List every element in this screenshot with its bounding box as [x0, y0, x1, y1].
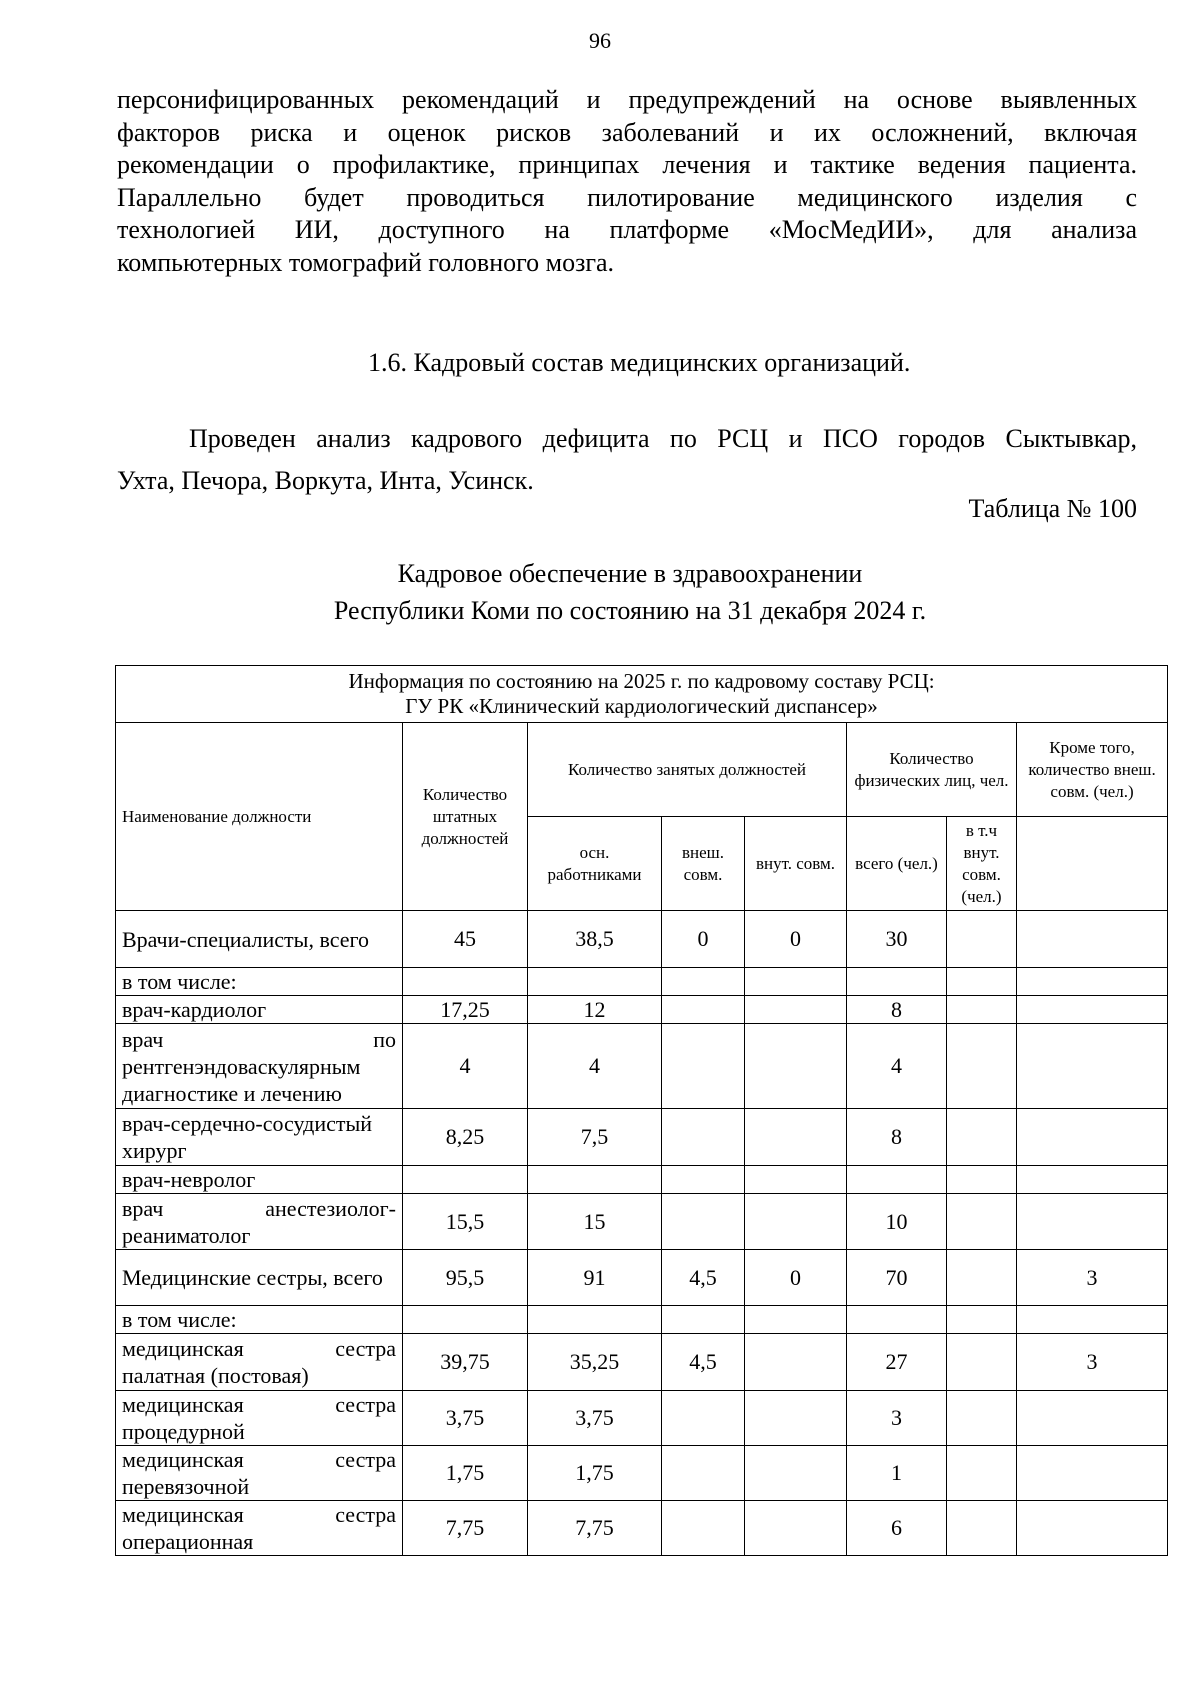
value-cell-total: 8: [847, 1109, 947, 1166]
page-number: 96: [589, 28, 611, 53]
value-cell-ext: [662, 1306, 745, 1334]
table-row: [116, 1446, 1168, 1501]
header-additional: Кроме того, количество внеш. совм. (чел.): [1017, 723, 1168, 817]
value-cell-staff: 3,75: [403, 1391, 528, 1446]
position-name-cell: врач анестезиолог-реаниматолог: [116, 1194, 403, 1250]
value-cell-int-total: [947, 996, 1017, 1024]
value-cell-main: [528, 1306, 662, 1334]
value-cell-int-total: [947, 1306, 1017, 1334]
position-name-cell: медицинская сестра палатная (постовая): [116, 1334, 403, 1391]
table-number: Таблица № 100: [968, 494, 1137, 523]
table-title: [0, 555, 1200, 629]
value-cell-staff: 15,5: [403, 1194, 528, 1250]
value-cell-int-total: [947, 1391, 1017, 1446]
value-cell-main: 12: [528, 996, 662, 1024]
value-cell-int-total: [947, 911, 1017, 968]
value-cell-main: 15: [528, 1194, 662, 1250]
value-cell-total: [847, 1306, 947, 1334]
value-cell-extra: [1017, 1391, 1168, 1446]
value-cell-extra: [1017, 1194, 1168, 1250]
value-cell-int-total: [947, 1109, 1017, 1166]
value-cell-staff: 39,75: [403, 1334, 528, 1391]
header-occupied: Количество занятых должностей: [528, 723, 847, 817]
value-cell-extra: [1017, 968, 1168, 996]
value-cell-int-total: [947, 1446, 1017, 1501]
position-name-cell: врач-кардиолог: [116, 996, 403, 1024]
value-cell-int-total: [947, 1194, 1017, 1250]
value-cell-ext: [662, 1446, 745, 1501]
value-cell-extra: 3: [1017, 1250, 1168, 1306]
value-cell-int: [745, 1109, 847, 1166]
value-cell-total: 3: [847, 1391, 947, 1446]
value-cell-int-total: [947, 1501, 1017, 1556]
value-cell-int: [745, 1306, 847, 1334]
table-title-line: Кадровое обеспечение в здравоохранении: [397, 559, 863, 588]
table-head: [116, 666, 1168, 911]
value-cell-main: 7,75: [528, 1501, 662, 1556]
value-cell-extra: 3: [1017, 1334, 1168, 1391]
value-cell-extra: [1017, 1109, 1168, 1166]
value-cell-int: 0: [745, 1250, 847, 1306]
value-cell-int-total: [947, 1250, 1017, 1306]
value-cell-extra: [1017, 1501, 1168, 1556]
value-cell-total: 1: [847, 1446, 947, 1501]
table-row: [116, 1501, 1168, 1556]
header-additional-empty: [1017, 817, 1168, 911]
value-cell-ext: [662, 1501, 745, 1556]
value-cell-total: 70: [847, 1250, 947, 1306]
value-cell-int-total: [947, 1024, 1017, 1109]
table-row: [116, 1306, 1168, 1334]
value-cell-extra: [1017, 996, 1168, 1024]
value-cell-int: [745, 1166, 847, 1194]
value-cell-total: 10: [847, 1194, 947, 1250]
value-cell-main: 1,75: [528, 1446, 662, 1501]
value-cell-ext: [662, 996, 745, 1024]
header-occupied-internal: внут. совм.: [745, 817, 847, 911]
value-cell-extra: [1017, 1024, 1168, 1109]
intro-line: технологией ИИ, доступного на платформе «МосМедИИ», для анализа: [117, 215, 1137, 245]
value-cell-extra: [1017, 1306, 1168, 1334]
header-occupied-main: осн. работниками: [528, 817, 662, 911]
table-row: [116, 1250, 1168, 1306]
table-row: [116, 968, 1168, 996]
value-cell-int: [745, 1391, 847, 1446]
analysis-paragraph: [117, 418, 1137, 502]
table-row: [116, 1109, 1168, 1166]
value-cell-int-total: [947, 1166, 1017, 1194]
position-name-cell: врач-невролог: [116, 1166, 403, 1194]
value-cell-int-total: [947, 1334, 1017, 1391]
table-row: [116, 1391, 1168, 1446]
value-cell-int: [745, 1501, 847, 1556]
value-cell-ext: [662, 1194, 745, 1250]
staffing-table: [115, 665, 1168, 1556]
header-individuals-total: всего (чел.): [847, 817, 947, 911]
value-cell-staff: [403, 968, 528, 996]
value-cell-int: [745, 1446, 847, 1501]
position-name-cell: в том числе:: [116, 1306, 403, 1334]
value-cell-ext: [662, 1391, 745, 1446]
value-cell-staff: 4: [403, 1024, 528, 1109]
value-cell-staff: 1,75: [403, 1446, 528, 1501]
value-cell-staff: 8,25: [403, 1109, 528, 1166]
header-individuals: Количество физических лиц, чел.: [847, 723, 1017, 817]
intro-line: рекомендации о профилактике, принципах лечения и тактике ведения пациента.: [117, 150, 1137, 180]
value-cell-main: 7,5: [528, 1109, 662, 1166]
table-info-line: Информация по состоянию на 2025 г. по кадровому составу РСЦ:: [348, 669, 935, 693]
table-info-header: [116, 666, 1168, 723]
value-cell-int: [745, 996, 847, 1024]
position-name-cell: врач-сердечно-сосудистый хирург: [116, 1109, 403, 1166]
value-cell-total: [847, 968, 947, 996]
intro-paragraph: [117, 84, 1137, 280]
value-cell-ext: [662, 1109, 745, 1166]
intro-line: Параллельно будет проводиться пилотирование медицинского изделия с: [117, 182, 1137, 212]
analysis-line: Проведен анализ кадрового дефицита по РСЦ и ПСО городов Сыктывкар,: [189, 424, 1137, 453]
table-info-line: ГУ РК «Клинический кардиологический диспансер»: [405, 694, 878, 718]
value-cell-extra: [1017, 1166, 1168, 1194]
value-cell-total: 4: [847, 1024, 947, 1109]
table-row: [116, 1024, 1168, 1109]
header-individuals-internal: в т.ч внут. совм. (чел.): [947, 817, 1017, 911]
value-cell-main: 91: [528, 1250, 662, 1306]
value-cell-staff: [403, 1306, 528, 1334]
value-cell-staff: [403, 1166, 528, 1194]
analysis-line: Ухта, Печора, Воркута, Инта, Усинск.: [117, 466, 534, 495]
value-cell-total: 8: [847, 996, 947, 1024]
position-name-cell: медицинская сестра операционная: [116, 1501, 403, 1556]
value-cell-main: [528, 968, 662, 996]
value-cell-int: [745, 1334, 847, 1391]
section-heading: 1.6. Кадровый состав медицинских организаций.: [368, 348, 911, 377]
value-cell-staff: 7,75: [403, 1501, 528, 1556]
value-cell-ext: 0: [662, 911, 745, 968]
value-cell-int: [745, 1024, 847, 1109]
header-occupied-external: внеш. совм.: [662, 817, 745, 911]
value-cell-int: [745, 1194, 847, 1250]
table-row: [116, 1194, 1168, 1250]
value-cell-int: [745, 968, 847, 996]
value-cell-total: [847, 1166, 947, 1194]
value-cell-total: 6: [847, 1501, 947, 1556]
value-cell-main: 4: [528, 1024, 662, 1109]
header-position: Наименование должности: [116, 723, 403, 911]
position-name-cell: медицинская сестра перевязочной: [116, 1446, 403, 1501]
value-cell-staff: 17,25: [403, 996, 528, 1024]
value-cell-ext: [662, 1166, 745, 1194]
value-cell-main: 3,75: [528, 1391, 662, 1446]
value-cell-main: 38,5: [528, 911, 662, 968]
value-cell-ext: [662, 1024, 745, 1109]
table-row: [116, 911, 1168, 968]
value-cell-ext: 4,5: [662, 1250, 745, 1306]
value-cell-extra: [1017, 1446, 1168, 1501]
value-cell-main: [528, 1166, 662, 1194]
intro-line: персонифицированных рекомендаций и предупреждений на основе выявленных: [117, 85, 1137, 114]
table-row: [116, 1334, 1168, 1391]
position-name-cell: в том числе:: [116, 968, 403, 996]
table-title-line: Республики Коми по состоянию на 31 декабря 2024 г.: [333, 596, 927, 625]
position-name-cell: Медицинские сестры, всего: [116, 1250, 403, 1306]
intro-line: факторов риска и оценок рисков заболеваний и их осложнений, включая: [117, 117, 1137, 147]
table-row: [116, 1166, 1168, 1194]
table-row: [116, 996, 1168, 1024]
position-name-cell: медицинская сестра процедурной: [116, 1391, 403, 1446]
value-cell-ext: [662, 968, 745, 996]
value-cell-ext: 4,5: [662, 1334, 745, 1391]
value-cell-staff: 45: [403, 911, 528, 968]
position-name-cell: Врачи-специалисты, всего: [116, 911, 403, 968]
value-cell-main: 35,25: [528, 1334, 662, 1391]
value-cell-total: 30: [847, 911, 947, 968]
value-cell-extra: [1017, 911, 1168, 968]
value-cell-int: 0: [745, 911, 847, 968]
table-body: [116, 911, 1168, 1556]
position-name-cell: врач по рентгенэндоваскулярным диагностике и лечению: [116, 1024, 403, 1109]
value-cell-staff: 95,5: [403, 1250, 528, 1306]
value-cell-int-total: [947, 968, 1017, 996]
header-staff-positions: Количество штатных должностей: [403, 723, 528, 911]
value-cell-total: 27: [847, 1334, 947, 1391]
intro-line: компьютерных томографий головного мозга.: [117, 247, 615, 277]
